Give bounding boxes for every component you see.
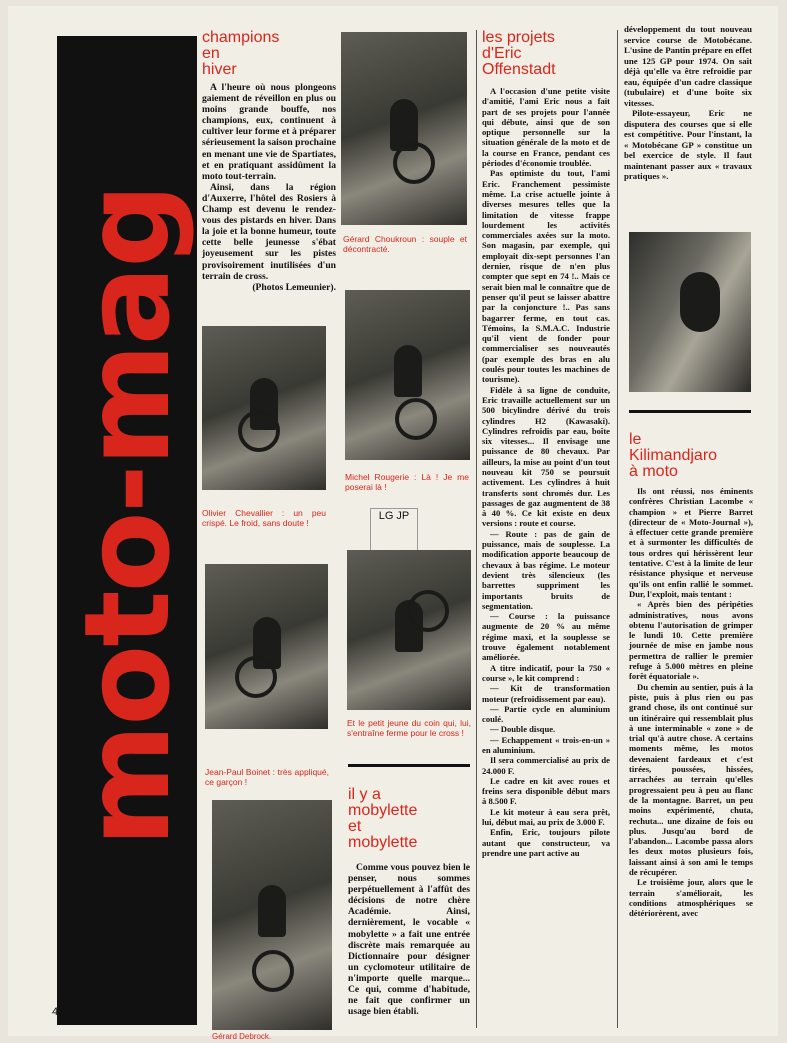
banner-title: moto-mag xyxy=(58,185,196,847)
paragraph: — Course : la puissance augmente de 20 % au même régime maxi, et la souplesse se trouve également notablement améliorée. xyxy=(482,611,610,663)
headline-line: il y a xyxy=(348,786,381,803)
wheel xyxy=(235,656,277,698)
headline-line: mobylette xyxy=(348,802,418,819)
photo-gerard-choukroun xyxy=(341,32,467,225)
section-rule xyxy=(629,410,751,413)
column-divider xyxy=(617,30,618,1028)
page-number: 4 xyxy=(52,1006,59,1018)
photo-eric-offenstadt xyxy=(629,232,751,392)
headline-line: en xyxy=(202,45,220,62)
headline-line: à moto xyxy=(629,463,678,480)
headline-mobylette xyxy=(348,787,470,851)
headline-line: hiver xyxy=(202,61,237,78)
headline-line: mobylette xyxy=(348,834,418,851)
paragraph: Ainsi, dans la région d'Auxerre, l'hôtel des Rosiers à Champ est devenu le rendez-vous des pistards en hiver. Dans la joie et la bonne humeur, toute cette belle jeunesse s'ébat joyeusement sur les pistes provisoirement inutilisées d'un terrain de cross. xyxy=(202,181,336,282)
paragraph: Pilote-essayeur, Eric ne disputera des courses que si elle est compétitive. Pour l'instant, la « Motobécane GP » constitue un bel exercice de style. Il faut maintenant passer aux « travaux pratiques ». xyxy=(624,108,752,181)
paragraph: Fidèle à sa ligne de conduite, Eric travaille actuellement sur un 500 bicylindre dérivé du trois cylindres H2 (Kawasaki). Cylindres refroidis par eau, boîte six vitesses... Il envisage une puissance de 80 chevaux. Par ailleurs, la mise au point d'un tout nouveau kit 750 se poursuit activement. Les cylindres à huit transferts sont chromés dur. Les passages de gaz augmentent de 38 à 40 %. Ce kit existe en deux versions : route et course. xyxy=(482,384,610,529)
headline-line: Offenstadt xyxy=(482,61,556,78)
wheel xyxy=(393,142,435,184)
paragraph: Ils ont réussi, nos éminents confrères Christian Lacombe « champion » et Pierre Barret (directeur de « Moto-Journal »), à effectuer cette grande première et à surmonter les difficultés de tous ordres qui hérissèrent leur tentative. C'est à la limite de leur résistance physique et nerveuse qu'ils ont enfin rallié le sommet. Dur, l'exploit, mais tentant : xyxy=(629,486,753,599)
headline-line: Kilimandjaro xyxy=(629,447,718,464)
photo-petit-jeune xyxy=(347,550,471,710)
paragraph: — Double disque. xyxy=(490,724,556,735)
headline-line: champions xyxy=(202,29,280,46)
paragraph: — Partie cycle en aluminium coulé. xyxy=(482,703,610,725)
wheel xyxy=(238,410,280,452)
headline-line: d'Eric xyxy=(482,45,522,62)
credit-name: drouhiole xyxy=(155,951,171,1011)
wheel xyxy=(407,590,449,632)
paragraph: — Echappement « trois-en-un » en aluminium. xyxy=(482,734,610,755)
paragraph: A titre indicatif, pour la 750 « course », le kit comprend : xyxy=(482,662,610,683)
caption-michel-rougerie: Michel Rougerie : Là ! Je me poserai là ! xyxy=(345,472,469,492)
headline-line: et xyxy=(348,818,362,835)
paragraph: Du chemin au sentier, puis à la piste, puis à plus rien ou pas grand chose, ils ont continué sur un itinéraire qui ressemblait plus à une interminable « zone » de trial qu'à autre chose. A certains moments même, les motos devenaient fardeaux et c'est tirées, poussées, hissées, arrachées au terrain qu'elles progressaient peu à peu au flanc de la montagne. Barret, un peu moins expérimenté, chuta, rechuta... une dizaine de fois ou plus. Jusqu'au bord de l'abandon... Lacombe passa alors les deux motos plusieurs fois, laissant ainsi à son ami le temps de récupérer. xyxy=(629,681,753,877)
caption-olivier: Olivier Chevallier : un peu crispé. Le froid, sans doute ! xyxy=(202,508,326,528)
photo-michel-rougerie xyxy=(345,290,470,460)
photo-jean-paul-boinet xyxy=(205,564,328,729)
caption-gerard-debrock: Gérard Debrock. xyxy=(212,1032,272,1041)
caption-jean-paul: Jean-Paul Boinet : très appliqué, ce garçon ! xyxy=(205,767,329,787)
paragraph: Le cadre en kit avec roues et freins sera disponible début mars à 8.500 F. xyxy=(482,775,610,807)
headline-champions xyxy=(202,30,337,78)
headline-eric-offenstadt xyxy=(482,30,610,78)
article-eric-offenstadt xyxy=(482,86,610,858)
portrait-figure xyxy=(680,272,720,332)
paragraph: Il sera commercialisé au prix de 24.000 F. xyxy=(482,755,610,776)
paragraph: — Route : pas de gain de puissance, mais de souplesse. La modification apporte beaucoup de chevaux à bas régime. Le moteur devient très silencieux (les barrettes suppriment les importants bruits de segmentation. xyxy=(482,528,610,611)
paragraph: A l'occasion d'une petite visite d'amitié, l'ami Eric nous a fait part de ses projets pour l'année qui débute, ainsi que de son optique personnelle sur la situation générale de la moto et de la course en France, pendant ces périodes d'économie troublée. xyxy=(482,86,610,169)
article-kilimandjaro xyxy=(629,486,753,918)
article-eric-continued xyxy=(624,24,752,182)
column-divider xyxy=(476,30,477,1028)
author-logo: LG JP xyxy=(370,508,418,552)
wheel xyxy=(252,950,294,992)
paragraph: « Après bien des péripéties administratives, nous avons obtenu l'autorisation de grimper le lundi 10. Cette première journée de mise en jambe nous permettra de rallier le premier refuge à 5.000 mètres en pleine forêt équatoriale ». xyxy=(629,599,753,682)
caption-petit-jeune: Et le petit jeune du coin qui, lui, s'entraîne ferme pour le cross ! xyxy=(347,718,471,738)
headline-kilimandjaro xyxy=(629,432,751,480)
paragraph: Comme vous pouvez bien le penser, nous sommes perpétuellement à l'affût des décisions de notre chère Académie. Ainsi, dernièrement, le vocable « mobylette » a fait une entrée discrète mais remarquée au Dictionnaire pour désigner un cyclomoteur utilitaire de n'importe quelle marque... Ce qui, comme d'habitude, ne fait que confirmer un usage bien établi. xyxy=(348,862,470,1018)
paragraph: A l'heure où nous plongeons gaiement de réveillon en plus ou moins grande bouffe, nos champions, eux, continuent à cultiver leur forme et à préparer sérieusement la saison prochaine en menant une vie de Spartiates, et en pratiquant assidûment la moto tout-terrain. xyxy=(202,82,336,182)
headline-line: le xyxy=(629,431,642,448)
credit-initial: m. xyxy=(143,998,156,1011)
paragraph: Enfin, Eric, toujours pilote autant que constructeur, va prendre une part active au xyxy=(482,827,610,858)
photo-credit: (Photos Lemeunier). xyxy=(252,281,336,293)
paragraph: Le kit moteur à eau sera prêt, lui, début mai, au prix de 3.000 F. xyxy=(482,806,610,828)
headline-line: les projets xyxy=(482,29,555,46)
paragraph: développement du tout nouveau service course de Motobécane. L'usine de Pantin prépare en effet une 125 GP pour 1974. On sait déjà qu'elle va être refroidie par eau, équipée d'un cadre classique (tubulaire) et d'une boîte six vitesses. xyxy=(624,24,752,108)
moto-mag-banner xyxy=(57,36,197,1025)
paragraph: Le troisième jour, alors que le terrain s'améliorait, les conditions atmosphériques se détériorèrent, avec xyxy=(629,877,753,919)
photo-gerard-debrock xyxy=(212,800,332,1030)
section-rule xyxy=(348,764,470,767)
paragraph: — Kit de transformation moteur (refroidissement par eau). xyxy=(482,683,610,704)
banner-credit xyxy=(144,951,171,1010)
article-mobylette xyxy=(348,862,470,1017)
rider-figure xyxy=(394,345,422,397)
paragraph: Pas optimiste du tout, l'ami Eric. Franchement pessimiste même. La crise actuelle jointe à diverses mesures telles que la limitation de vitesse frappe lourdement les activités commerciales axées sur la moto. Son magasin, par exemple, qui employait dix-sept personnes l'an dernier, risque de n'en plus compter que sept en 74 !.. Mais ce serait bien mal le connaître que de penser qu'il peut se laisser abattre par la conjoncture !.. Pas sans bagarrer ferme, en tout cas. Témoins, la S.M.A.C. Industrie qu'il vient de fonder pour commercialiser ses nouveautés (par exemple des bras en alu coulés pour toutes les machines de tourisme). xyxy=(482,168,610,385)
wheel xyxy=(395,398,437,440)
caption-gerard-choukroun: Gérard Choukroun : souple et décontracté. xyxy=(343,234,467,254)
rider-figure xyxy=(258,885,286,937)
photo-olivier-chevallier xyxy=(202,326,326,490)
article-champions xyxy=(202,82,336,293)
